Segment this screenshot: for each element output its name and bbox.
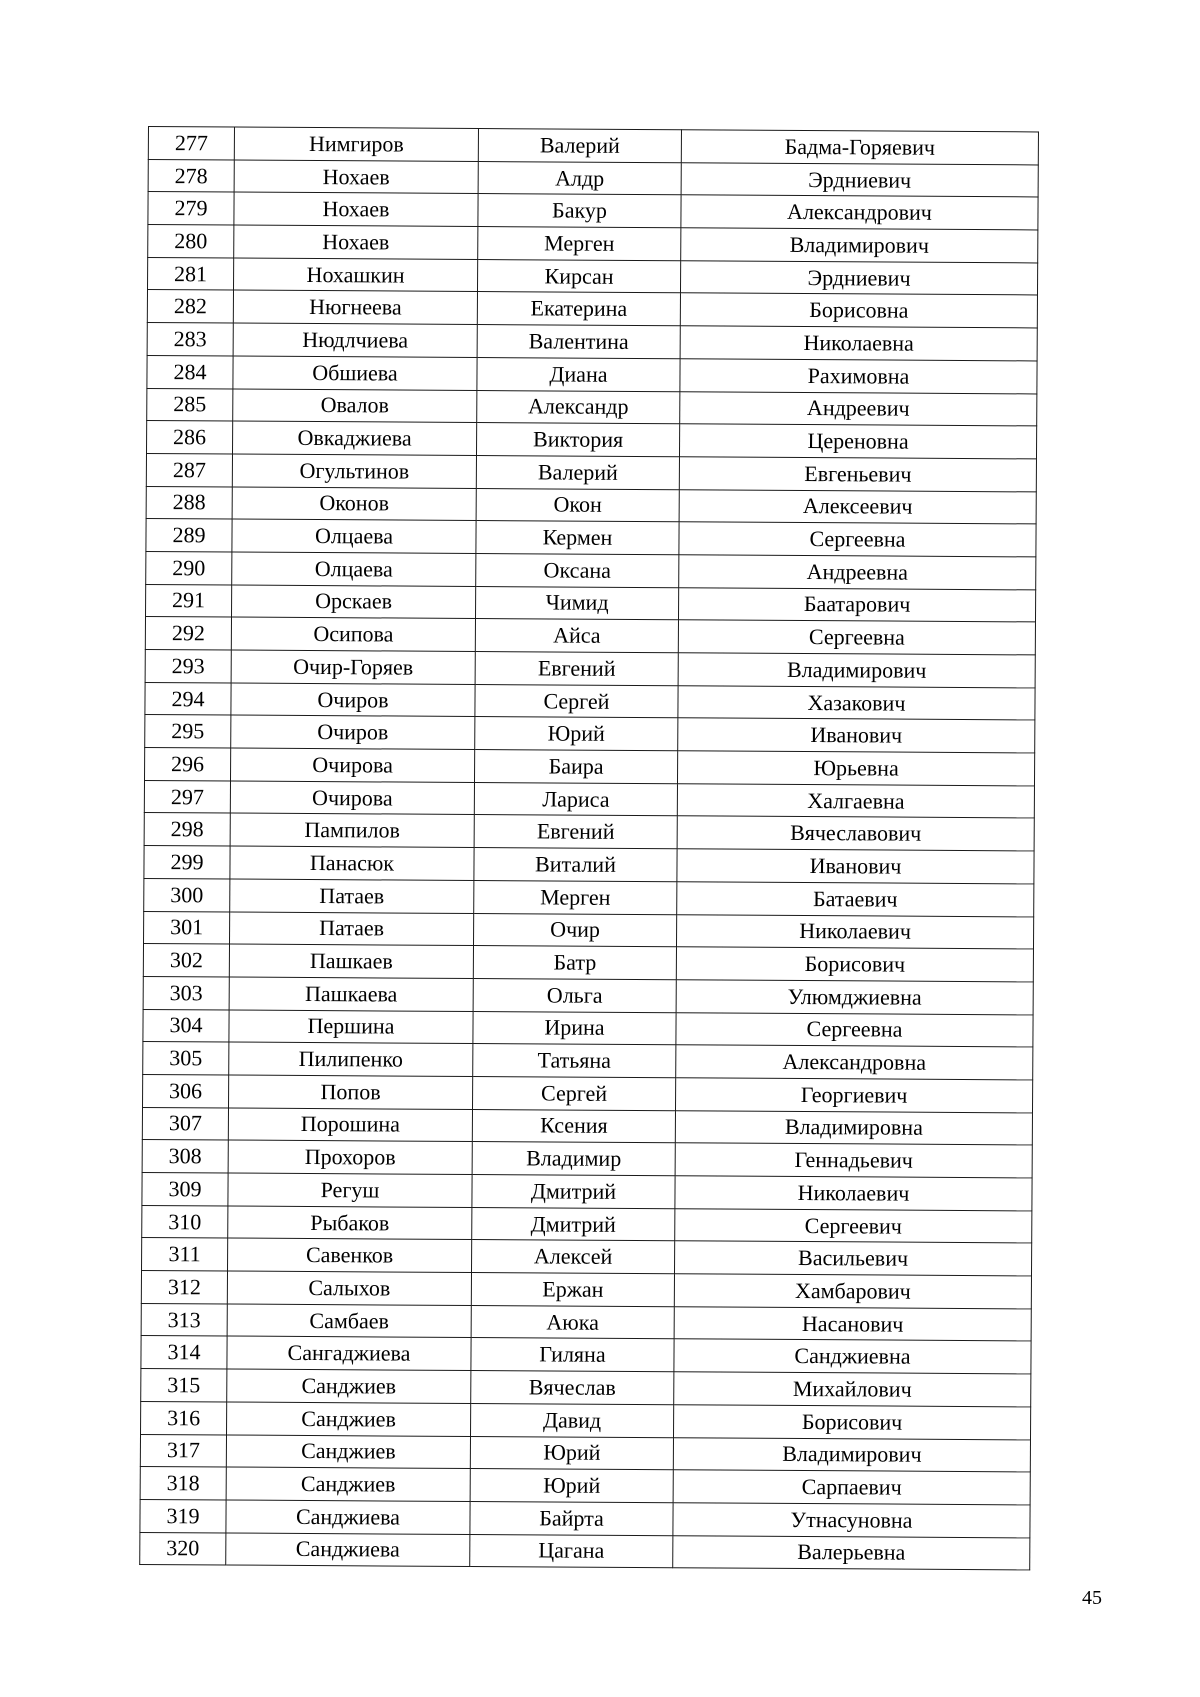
- patronymic-cell: Рахимовна: [680, 359, 1037, 394]
- first-name-cell: Сергей: [475, 684, 678, 718]
- row-number-cell: 303: [143, 976, 229, 1009]
- names-table-body: [140, 127, 1039, 1571]
- last-name-cell: Салыхов: [227, 1271, 471, 1305]
- first-name-cell: Екатерина: [477, 292, 680, 326]
- first-name-cell: Дмитрий: [472, 1207, 675, 1241]
- row-number-cell: 278: [148, 159, 234, 192]
- last-name-cell: Патаев: [230, 879, 474, 913]
- patronymic-cell: Александрович: [681, 195, 1038, 230]
- row-number-cell: 295: [145, 715, 231, 748]
- patronymic-cell: Баатарович: [678, 587, 1035, 622]
- row-number-cell: 314: [141, 1336, 227, 1369]
- first-name-cell: Валентина: [477, 325, 680, 359]
- row-number-cell: 320: [140, 1532, 226, 1565]
- table-row: [141, 1336, 1031, 1374]
- first-name-cell: Юрий: [470, 1436, 673, 1470]
- table-row: [145, 682, 1035, 720]
- table-row: [143, 944, 1033, 982]
- row-number-cell: 286: [147, 421, 233, 454]
- patronymic-cell: Николаевич: [676, 914, 1033, 949]
- first-name-cell: Аюка: [471, 1305, 674, 1339]
- table-row: [146, 584, 1036, 622]
- first-name-cell: Кермен: [476, 521, 679, 555]
- table-row: [147, 355, 1037, 393]
- table-row: [144, 911, 1034, 949]
- last-name-cell: Нохашкин: [233, 258, 477, 292]
- table-row: [142, 1140, 1032, 1178]
- table-row: [143, 1009, 1033, 1047]
- last-name-cell: Нимгиров: [234, 127, 478, 161]
- first-name-cell: Диана: [477, 357, 680, 391]
- names-table: [139, 126, 1039, 1571]
- row-number-cell: 316: [141, 1401, 227, 1434]
- patronymic-cell: Владимирович: [673, 1437, 1030, 1472]
- row-number-cell: 292: [145, 617, 231, 650]
- last-name-cell: Пампилов: [230, 813, 474, 847]
- patronymic-cell: Иванович: [677, 849, 1034, 884]
- patronymic-cell: Андреевич: [680, 391, 1037, 426]
- table-row: [146, 453, 1036, 491]
- last-name-cell: Очир-Горяев: [231, 650, 475, 684]
- last-name-cell: Першина: [229, 1010, 473, 1044]
- table-row: [141, 1303, 1031, 1341]
- last-name-cell: Очирова: [231, 748, 475, 782]
- row-number-cell: 281: [147, 257, 233, 290]
- first-name-cell: Гиляна: [471, 1338, 674, 1372]
- row-number-cell: 298: [144, 813, 230, 846]
- patronymic-cell: Михайлович: [674, 1372, 1031, 1407]
- first-name-cell: Лариса: [474, 782, 677, 816]
- first-name-cell: Евгений: [475, 652, 678, 686]
- last-name-cell: Олцаева: [232, 519, 476, 553]
- patronymic-cell: Эрдниевич: [680, 261, 1037, 296]
- last-name-cell: Огультинов: [232, 454, 476, 488]
- table-row: [144, 878, 1034, 916]
- row-number-cell: 305: [143, 1042, 229, 1075]
- row-number-cell: 319: [140, 1499, 226, 1532]
- row-number-cell: 287: [146, 453, 232, 486]
- first-name-cell: Мерген: [478, 227, 681, 261]
- patronymic-cell: Вячеславович: [677, 816, 1034, 851]
- table-row: [143, 1074, 1033, 1112]
- patronymic-cell: Санджиевна: [674, 1339, 1031, 1374]
- row-number-cell: 318: [140, 1467, 226, 1500]
- first-name-cell: Виктория: [476, 423, 679, 457]
- last-name-cell: Нохаев: [234, 192, 478, 226]
- patronymic-cell: Улюмджиевна: [676, 980, 1033, 1015]
- table-row: [142, 1238, 1032, 1276]
- patronymic-cell: Насанович: [674, 1306, 1031, 1341]
- patronymic-cell: Александровна: [676, 1045, 1033, 1080]
- last-name-cell: Пашкаева: [229, 977, 473, 1011]
- table-row: [146, 519, 1036, 557]
- last-name-cell: Очиров: [231, 683, 475, 717]
- patronymic-cell: Утнасуновна: [673, 1503, 1030, 1538]
- last-name-cell: Савенков: [228, 1238, 472, 1272]
- table-row: [143, 976, 1033, 1014]
- first-name-cell: Вячеслав: [471, 1371, 674, 1405]
- row-number-cell: 310: [142, 1205, 228, 1238]
- row-number-cell: 294: [145, 682, 231, 715]
- patronymic-cell: Геннадьевич: [675, 1143, 1032, 1178]
- table-row: [148, 159, 1038, 197]
- table-row: [145, 617, 1035, 655]
- first-name-cell: Ержан: [471, 1273, 674, 1307]
- first-name-cell: Бакур: [478, 194, 681, 228]
- table-row: [142, 1172, 1032, 1210]
- row-number-cell: 309: [142, 1172, 228, 1205]
- first-name-cell: Цагана: [470, 1534, 673, 1568]
- last-name-cell: Санджиев: [226, 1435, 470, 1469]
- last-name-cell: Регуш: [228, 1173, 472, 1207]
- last-name-cell: Пилипенко: [229, 1042, 473, 1076]
- first-name-cell: Евгений: [474, 815, 677, 849]
- row-number-cell: 300: [144, 878, 230, 911]
- row-number-cell: 288: [146, 486, 232, 519]
- first-name-cell: Байрта: [470, 1501, 673, 1535]
- table-row: [143, 1042, 1033, 1080]
- row-number-cell: 291: [146, 584, 232, 617]
- last-name-cell: Осипова: [231, 617, 475, 651]
- last-name-cell: Санджиев: [227, 1369, 471, 1403]
- row-number-cell: 297: [144, 780, 230, 813]
- table-row: [144, 846, 1034, 884]
- patronymic-cell: Николаевич: [675, 1176, 1032, 1211]
- table-row: [146, 486, 1036, 524]
- first-name-cell: Айса: [475, 619, 678, 653]
- last-name-cell: Рыбаков: [228, 1206, 472, 1240]
- row-number-cell: 299: [144, 846, 230, 879]
- last-name-cell: Овалов: [233, 389, 477, 423]
- first-name-cell: Чимид: [475, 586, 678, 620]
- patronymic-cell: Владимирович: [681, 228, 1038, 263]
- row-number-cell: 293: [145, 649, 231, 682]
- first-name-cell: Юрий: [470, 1469, 673, 1503]
- first-name-cell: Оксана: [476, 553, 679, 587]
- table-row: [144, 780, 1034, 818]
- last-name-cell: Оконов: [232, 487, 476, 521]
- last-name-cell: Очиров: [231, 715, 475, 749]
- first-name-cell: Ксения: [472, 1109, 675, 1143]
- first-name-cell: Ирина: [473, 1011, 676, 1045]
- patronymic-cell: Хазакович: [678, 685, 1035, 720]
- patronymic-cell: Сергеевна: [676, 1012, 1033, 1047]
- row-number-cell: 280: [148, 225, 234, 258]
- patronymic-cell: Хамбарович: [674, 1274, 1031, 1309]
- page-number: 45: [1082, 1587, 1102, 1609]
- table-row: [141, 1401, 1031, 1439]
- last-name-cell: Нюгнеева: [233, 290, 477, 324]
- patronymic-cell: Эрдниевич: [681, 162, 1038, 197]
- patronymic-cell: Сергеевна: [678, 620, 1035, 655]
- table-row: [140, 1532, 1030, 1570]
- table-row: [147, 257, 1037, 295]
- row-number-cell: 312: [141, 1271, 227, 1304]
- first-name-cell: Владимир: [472, 1142, 675, 1176]
- table-row: [140, 1467, 1030, 1505]
- table-row: [140, 1434, 1030, 1472]
- patronymic-cell: Иванович: [678, 718, 1035, 753]
- patronymic-cell: Георгиевич: [675, 1078, 1032, 1113]
- table-row: [147, 323, 1037, 361]
- table-row: [140, 1499, 1030, 1537]
- table-row: [147, 290, 1037, 328]
- row-number-cell: 313: [141, 1303, 227, 1336]
- last-name-cell: Сангаджиева: [227, 1336, 471, 1370]
- last-name-cell: Нохаев: [234, 160, 478, 194]
- table-row: [148, 127, 1038, 165]
- row-number-cell: 296: [145, 748, 231, 781]
- table-row: [148, 192, 1038, 230]
- first-name-cell: Ольга: [473, 978, 676, 1012]
- table-row: [146, 551, 1036, 589]
- last-name-cell: Нюдлчиева: [233, 323, 477, 357]
- row-number-cell: 285: [147, 388, 233, 421]
- table-row: [141, 1271, 1031, 1309]
- last-name-cell: Санджиев: [226, 1467, 470, 1501]
- patronymic-cell: Андреевна: [679, 555, 1036, 590]
- last-name-cell: Овкаджиева: [232, 421, 476, 455]
- table-row: [141, 1369, 1031, 1407]
- last-name-cell: Самбаев: [227, 1304, 471, 1338]
- last-name-cell: Обшиева: [233, 356, 477, 390]
- patronymic-cell: Цереновна: [679, 424, 1036, 459]
- last-name-cell: Очирова: [230, 781, 474, 815]
- row-number-cell: 307: [142, 1107, 228, 1140]
- patronymic-cell: Батаевич: [677, 882, 1034, 917]
- first-name-cell: Баира: [474, 750, 677, 784]
- patronymic-cell: Халгаевна: [677, 783, 1034, 818]
- patronymic-cell: Владимирович: [678, 653, 1035, 688]
- row-number-cell: 311: [142, 1238, 228, 1271]
- table-row: [148, 225, 1038, 263]
- last-name-cell: Олцаева: [232, 552, 476, 586]
- row-number-cell: 301: [144, 911, 230, 944]
- first-name-cell: Мерген: [474, 880, 677, 914]
- last-name-cell: Порошина: [228, 1108, 472, 1142]
- first-name-cell: Окон: [476, 488, 679, 522]
- patronymic-cell: Николаевна: [680, 326, 1037, 361]
- patronymic-cell: Бадма-Горяевич: [681, 130, 1038, 165]
- last-name-cell: Санджиева: [226, 1500, 470, 1534]
- row-number-cell: 282: [147, 290, 233, 323]
- row-number-cell: 306: [143, 1074, 229, 1107]
- patronymic-cell: Сарпаевич: [673, 1470, 1030, 1505]
- row-number-cell: 279: [148, 192, 234, 225]
- last-name-cell: Санджиев: [227, 1402, 471, 1436]
- last-name-cell: Санджиева: [226, 1533, 470, 1567]
- patronymic-cell: Валерьевна: [673, 1535, 1030, 1570]
- last-name-cell: Патаев: [230, 912, 474, 946]
- first-name-cell: Валерий: [476, 455, 679, 489]
- table-row: [145, 649, 1035, 687]
- first-name-cell: Виталий: [474, 848, 677, 882]
- first-name-cell: Юрий: [475, 717, 678, 751]
- row-number-cell: 290: [146, 551, 232, 584]
- patronymic-cell: Сергеевич: [675, 1208, 1032, 1243]
- row-number-cell: 289: [146, 519, 232, 552]
- first-name-cell: Валерий: [478, 129, 681, 163]
- last-name-cell: Пашкаев: [229, 944, 473, 978]
- patronymic-cell: Сергеевна: [679, 522, 1036, 557]
- last-name-cell: Панасюк: [230, 846, 474, 880]
- table-row: [144, 813, 1034, 851]
- patronymic-cell: Борисовна: [680, 293, 1037, 328]
- first-name-cell: Давид: [471, 1403, 674, 1437]
- patronymic-cell: Юрьевна: [677, 751, 1034, 786]
- last-name-cell: Попов: [229, 1075, 473, 1109]
- table-row: [142, 1107, 1032, 1145]
- table-row: [145, 748, 1035, 786]
- first-name-cell: Очир: [473, 913, 676, 947]
- row-number-cell: 283: [147, 323, 233, 356]
- patronymic-cell: Борисович: [674, 1405, 1031, 1440]
- table-row: [147, 421, 1037, 459]
- patronymic-cell: Владимировна: [675, 1110, 1032, 1145]
- first-name-cell: Кирсан: [477, 259, 680, 293]
- row-number-cell: 317: [140, 1434, 226, 1467]
- last-name-cell: Нохаев: [234, 225, 478, 259]
- first-name-cell: Батр: [473, 946, 676, 980]
- row-number-cell: 315: [141, 1369, 227, 1402]
- first-name-cell: Алдр: [478, 161, 681, 195]
- first-name-cell: Татьяна: [473, 1044, 676, 1078]
- patronymic-cell: Евгеньевич: [679, 457, 1036, 492]
- first-name-cell: Сергей: [473, 1076, 676, 1110]
- first-name-cell: Алексей: [472, 1240, 675, 1274]
- table-row: [142, 1205, 1032, 1243]
- row-number-cell: 302: [143, 944, 229, 977]
- last-name-cell: Орскаев: [232, 585, 476, 619]
- row-number-cell: 277: [148, 127, 234, 160]
- patronymic-cell: Борисович: [676, 947, 1033, 982]
- table-row: [147, 388, 1037, 426]
- row-number-cell: 308: [142, 1140, 228, 1173]
- last-name-cell: Прохоров: [228, 1140, 472, 1174]
- first-name-cell: Дмитрий: [472, 1174, 675, 1208]
- first-name-cell: Александр: [477, 390, 680, 424]
- table-row: [145, 715, 1035, 753]
- patronymic-cell: Алексеевич: [679, 489, 1036, 524]
- row-number-cell: 304: [143, 1009, 229, 1042]
- row-number-cell: 284: [147, 355, 233, 388]
- patronymic-cell: Васильевич: [674, 1241, 1031, 1276]
